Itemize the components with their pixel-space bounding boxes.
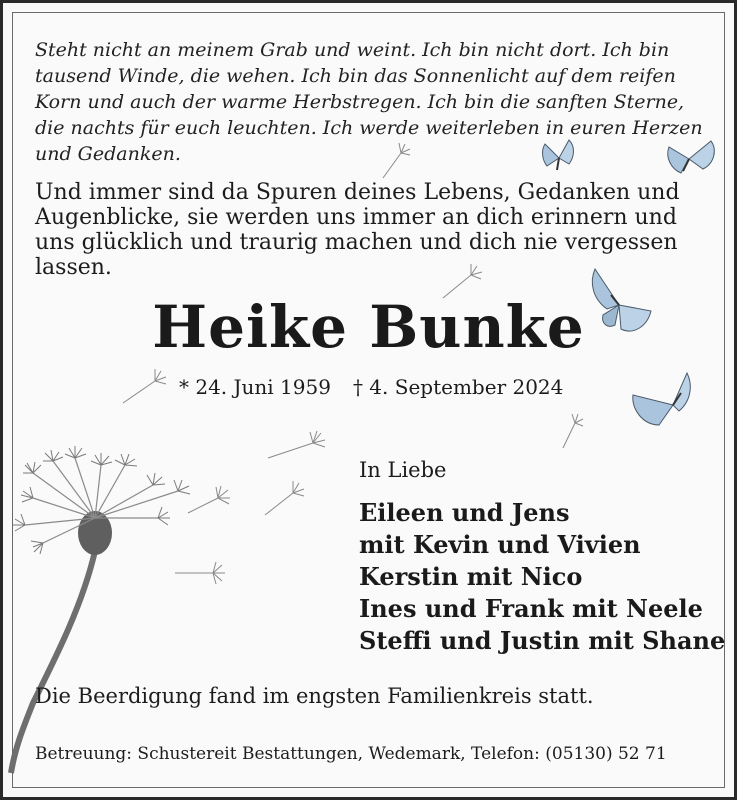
poem-line: Steht nicht an meinem Grab und weint. Ich bin nicht dort. Ich bin — [35, 39, 670, 61]
mourner-entry: Steffi und Justin mit Shane — [359, 626, 726, 655]
birth-date: * 24. Juni 1959 — [179, 375, 331, 399]
poem-line: und Gedanken. — [35, 143, 181, 165]
butterfly-icon — [629, 369, 693, 431]
funeral-note: Die Beerdigung fand im engsten Familienkreis statt. — [35, 684, 594, 708]
mourners-list — [359, 497, 725, 657]
tribute-line: uns glücklich und traurig machen und dich nie vergessen — [35, 230, 678, 255]
poem-line: die nachts für euch leuchten. Ich werde weiterleben in euren Herzen — [35, 117, 703, 139]
tribute-line: lassen. — [35, 255, 112, 280]
tribute-line: Und immer sind da Spuren deines Lebens, Gedanken und — [35, 180, 680, 205]
death-date: † 4. September 2024 — [352, 375, 564, 399]
poem-line: Korn und auch der warme Herbstregen. Ich bin die sanften Sterne, — [35, 91, 685, 113]
poem-text — [35, 37, 710, 167]
deceased-name: Heike Bunke — [152, 293, 585, 361]
mourner-entry: mit Kevin und Vivien — [359, 530, 641, 559]
life-dates — [179, 375, 563, 399]
mourner-entry: Eileen und Jens — [359, 498, 570, 527]
tribute-text — [35, 180, 710, 280]
mourner-entry: Ines und Frank mit Neele — [359, 594, 703, 623]
tribute-line: Augenblicke, sie werden uns immer an dich erinnern und — [35, 205, 677, 230]
in-love-heading: In Liebe — [359, 458, 447, 482]
funeral-home-footer: Betreuung: Schustereit Bestattungen, Wedemark, Telefon: (05130) 52 71 — [35, 744, 667, 764]
poem-line: tausend Winde, die wehen. Ich bin das Sonnenlicht auf dem reifen — [35, 65, 676, 87]
mourner-entry: Kerstin mit Nico — [359, 562, 583, 591]
